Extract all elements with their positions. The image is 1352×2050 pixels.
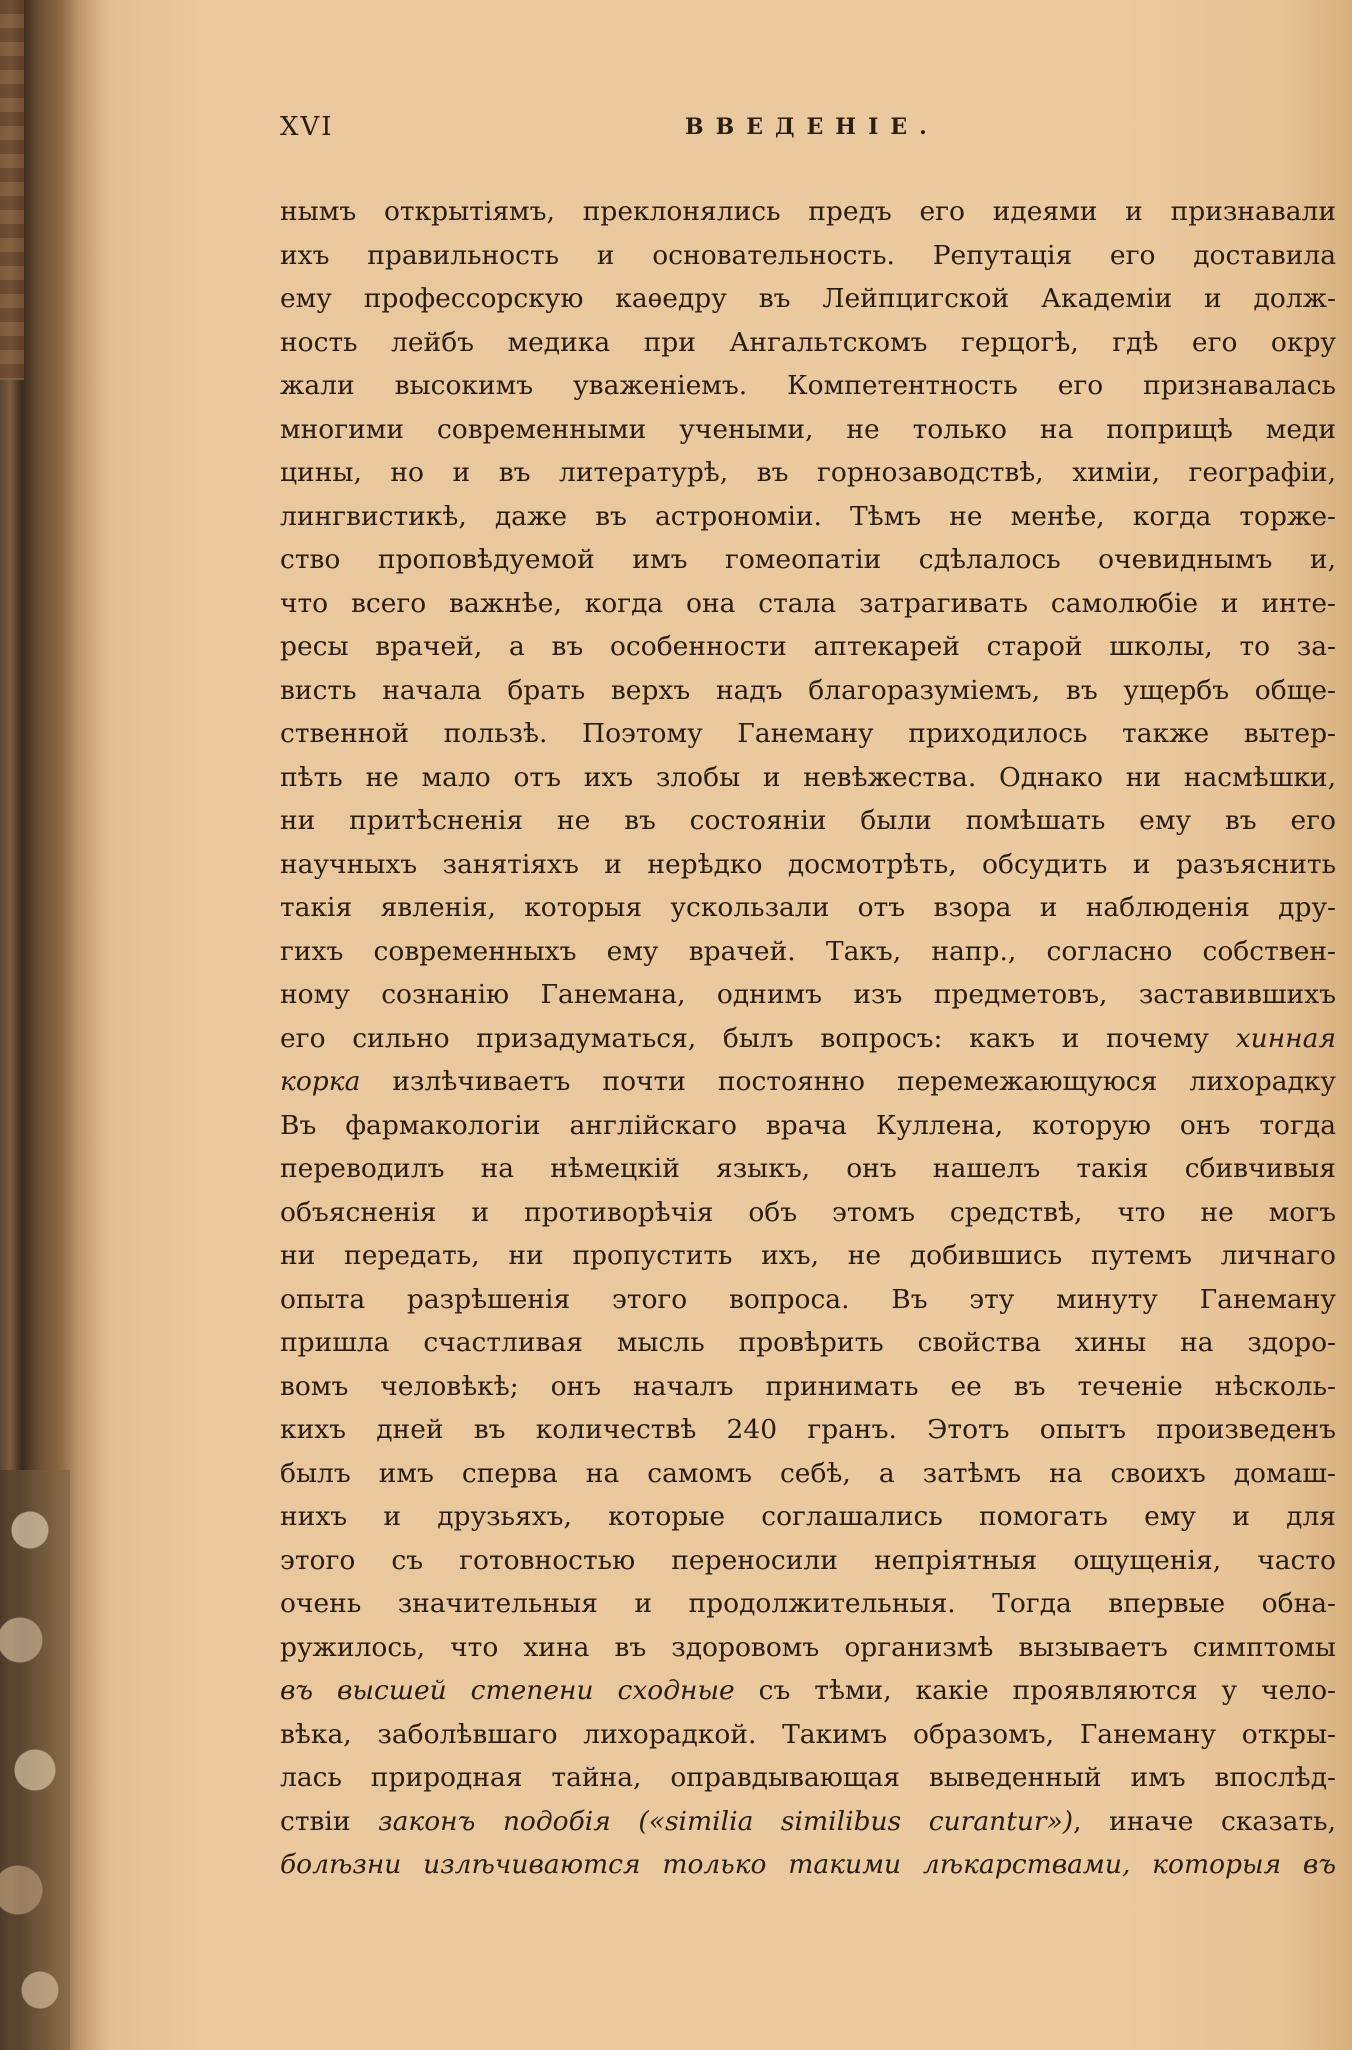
chapter-title: ВВЕДЕНІЕ. <box>685 114 939 140</box>
text-segment: нымъ открытіямъ, преклонялись предъ его идеями и признавали <box>280 196 1336 227</box>
text-line <box>280 408 1336 452</box>
text-segment: вомъ человѣкѣ; онъ началъ принимать ее въ теченіе нѣсколь- <box>280 1370 1336 1402</box>
text-segment: такія явленія, которыя ускользали отъ взора и наблюденія дру- <box>280 892 1336 923</box>
running-head <box>280 112 1340 152</box>
text-segment: переводилъ на нѣмецкій языкъ, онъ нашелъ такія сбивчивыя <box>280 1153 1336 1184</box>
text-segment: Въ фармакологіи англійскаго врача Куллена, которую онъ тогда <box>280 1109 1336 1141</box>
text-segment: цины, но и въ литературѣ, въ горнозаводствѣ, химіи, географіи, <box>280 457 1336 488</box>
text-segment: былъ имъ сперва на самомъ себѣ, а затѣмъ на своихъ домаш- <box>280 1457 1336 1489</box>
body-text <box>280 190 1336 1887</box>
text-segment: ему профессорскую каѳедру въ Лейпцигской Академіи и долж- <box>280 283 1336 314</box>
text-line <box>280 799 1336 843</box>
text-line <box>280 1626 1336 1670</box>
text-segment: его сильно призадуматься, былъ вопросъ: какъ и почему <box>280 1022 1236 1054</box>
text-line <box>280 321 1336 365</box>
text-line <box>280 625 1336 669</box>
text-line <box>280 1800 1336 1844</box>
text-line <box>280 1321 1336 1365</box>
text-line <box>280 756 1336 800</box>
text-segment: ность лейбъ медика при Ангальтскомъ герцогѣ, гдѣ его окру <box>280 326 1336 358</box>
text-segment: вѣка, заболѣвшаго лихорадкой. Такимъ образомъ, Ганеману откры- <box>280 1718 1336 1750</box>
text-line <box>280 1234 1336 1278</box>
text-segment: ни притѣсненія не въ состояніи были помѣшать ему въ его <box>280 805 1336 836</box>
text-segment: нихъ и друзьяхъ, которые соглашались помогать ему и для <box>280 1501 1336 1532</box>
text-segment: очень значительныя и продолжительныя. Тогда впервые обна- <box>280 1588 1336 1619</box>
text-segment: многими современными учеными, не только на поприщѣ меди <box>280 413 1336 445</box>
text-line <box>280 538 1336 582</box>
text-segment: лась природная тайна, оправдывающая выведенный имъ впослѣд- <box>280 1762 1336 1793</box>
text-segment: ихъ правильность и основательность. Репутація его доставила <box>280 239 1336 271</box>
text-line <box>280 451 1336 495</box>
text-line <box>280 1060 1336 1104</box>
text-line <box>280 930 1336 974</box>
text-line <box>280 364 1336 408</box>
text-line <box>280 1669 1336 1713</box>
text-segment: ресы врачей, а въ особенности аптекарей старой школы, то за- <box>280 631 1336 662</box>
text-segment: въ высшей степени сходные <box>280 1675 735 1706</box>
text-segment: хинная <box>1235 1022 1336 1054</box>
text-segment: научныхъ занятіяхъ и нерѣдко досмотрѣть, обсудить и разъяснить <box>280 848 1336 880</box>
text-line <box>280 1495 1336 1539</box>
text-line <box>280 1365 1336 1409</box>
text-line <box>280 1104 1336 1148</box>
text-line <box>280 1756 1336 1800</box>
text-line <box>280 843 1336 887</box>
text-segment: ственной пользѣ. Поэтому Ганеману приходилось также вытер- <box>280 718 1336 749</box>
text-segment: законъ подобія («similia similibus curantur») <box>378 1805 1074 1837</box>
text-line <box>280 190 1336 234</box>
text-segment: ствіи <box>280 1805 379 1837</box>
text-segment: опыта разрѣшенія этого вопроса. Въ эту минуту Ганеману <box>280 1283 1336 1315</box>
text-segment: ружилось, что хина въ здоровомъ организмѣ вызываетъ симптомы <box>280 1631 1336 1663</box>
text-line <box>280 1017 1336 1061</box>
text-segment: этого съ готовностью переносили непріятныя ощущенія, часто <box>280 1544 1336 1576</box>
text-segment: съ тѣми, какіе проявляются у чело- <box>734 1675 1336 1706</box>
text-line <box>280 886 1336 930</box>
page-number: XVI <box>280 112 334 142</box>
text-segment: жали высокимъ уваженіемъ. Компетентность его признавалась <box>280 370 1336 401</box>
text-line <box>280 1408 1336 1452</box>
text-line <box>280 1147 1336 1191</box>
text-line <box>280 712 1336 756</box>
text-segment: ному сознанію Ганемана, однимъ изъ предметовъ, заставившихъ <box>280 979 1336 1010</box>
text-line <box>280 1539 1336 1583</box>
text-segment: излѣчиваетъ почти постоянно перемежающуюся лихорадку <box>360 1066 1336 1097</box>
text-segment: кихъ дней въ количествѣ 240 гранъ. Этотъ опытъ произведенъ <box>280 1414 1336 1445</box>
text-segment: корка <box>280 1066 361 1097</box>
text-segment: , иначе сказать, <box>1073 1805 1336 1837</box>
text-segment: лингвистикѣ, даже въ астрономіи. Тѣмъ не менѣе, когда торже- <box>280 500 1336 532</box>
text-line <box>280 1452 1336 1496</box>
text-line <box>280 1278 1336 1322</box>
text-segment: висть начала брать верхъ надъ благоразуміемъ, въ ущербъ обще- <box>280 674 1336 706</box>
text-line <box>280 1713 1336 1757</box>
text-segment: ство проповѣдуемой имъ гомеопатіи сдѣлалось очевиднымъ и, <box>280 544 1336 575</box>
text-segment: пѣть не мало отъ ихъ злобы и невѣжества. Однако ни насмѣшки, <box>280 761 1336 793</box>
text-line <box>280 669 1336 713</box>
text-line <box>280 1843 1336 1887</box>
text-segment: болѣзни излѣчиваются только такими лѣкарствами, которыя въ <box>280 1849 1336 1880</box>
text-line <box>280 582 1336 626</box>
text-segment: пришла счастливая мысль провѣрить свойства хины на здоро- <box>280 1327 1336 1358</box>
text-segment: объясненія и противорѣчія объ этомъ средствѣ, что не могъ <box>280 1196 1336 1228</box>
text-line <box>280 1191 1336 1235</box>
text-line <box>280 277 1336 321</box>
text-line <box>280 973 1336 1017</box>
text-line <box>280 1582 1336 1626</box>
text-segment: гихъ современныхъ ему врачей. Такъ, напр., согласно собствен- <box>280 935 1336 967</box>
text-segment: ни передать, ни пропустить ихъ, не добившись путемъ личнаго <box>280 1240 1336 1271</box>
text-segment: что всего важнѣе, когда она стала затрагивать самолюбіе и инте- <box>280 587 1336 619</box>
text-line <box>280 495 1336 539</box>
text-line <box>280 234 1336 278</box>
